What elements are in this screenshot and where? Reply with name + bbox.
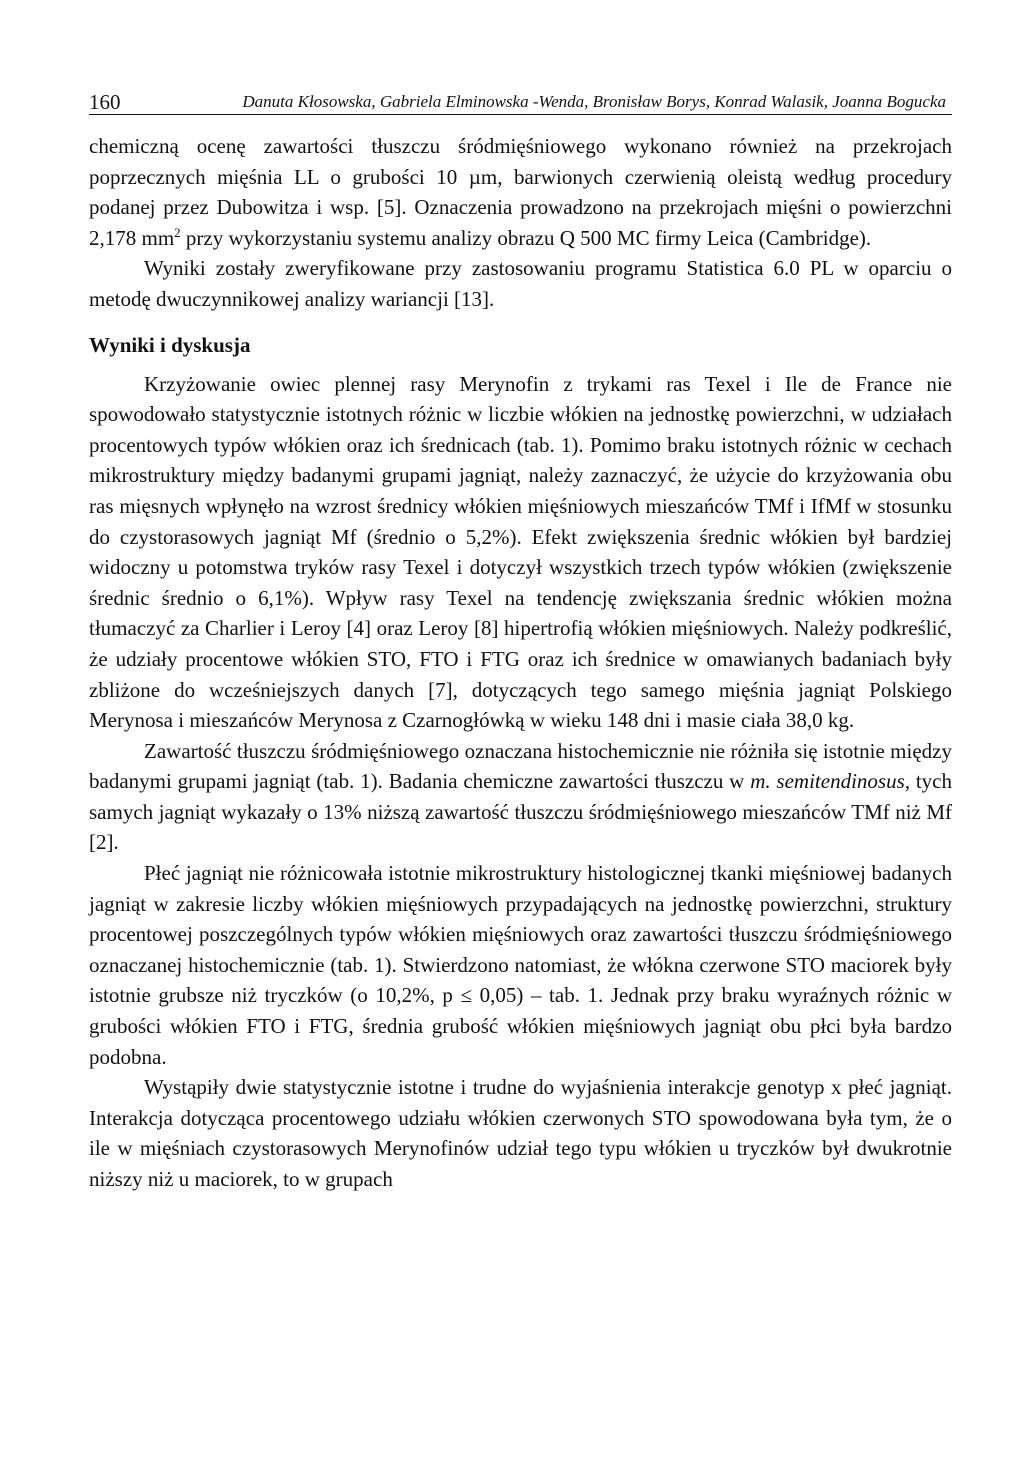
running-head-authors: Danuta Kłosowska, Gabriela Elminowska -Wenda, Bronisław Borys, Konrad Walasik, Joanna Bogucka [242, 92, 946, 111]
italic-term: m. semitendinosus, [750, 769, 911, 794]
paragraph-crossbreeding: Krzyżowanie owiec plennej rasy Merynofin z trykami ras Texel i Ile de France nie spowodowało statystycznie istotnych różnic w liczbie włókien na jednostkę powierzchni, w udziałach procentowych typów włókien oraz ich średnicach (tab. 1). Pomimo braku istotnych różnic w cechach mikrostruktury między badanymi grupami jagniąt, należy zaznaczyć, że użycie do krzyżowania obu ras mięsnych wpłynęło na wzrost średnicy włókien mięśniowych mieszańców TMf i IfMf w stosunku do czystorasowych jagniąt Mf (średnio o 5,2%). Efekt zwiększenia średnic włókien był bardziej widoczny u potomstwa tryków rasy Texel i dotyczył wszystkich trzech typów włókien (zwiększenie średnic średnio o 6,1%). Wpływ rasy Texel na tendencję zwiększania średnic włókien można tłumaczyć za Charlier i Leroy [4] oraz Leroy [8] hipertrofią włókien mięśniowych. Należy podkreślić, że udziały procentowe włókien STO, FTO i FTG oraz ich średnice w omawianych badaniach były zbliżone do wcześniejszych danych [7], dotyczących tego samego mięśnia jagniąt Polskiego Merynosa i mieszańców Merynosa z Czarnogłówką w wieku 148 dni i masie ciała 38,0 kg. [89, 371, 952, 733]
paragraph-text: Zawartość tłuszczu śródmięśniowego oznaczana histochemicznie nie różniła się istotnie między badanymi grupami jagniąt (tab. 1). Badania chemiczne zawartości tłuszczu w [89, 738, 952, 794]
paragraph-statistics: Wyniki zostały zweryfikowane przy zastosowaniu programu Statistica 6.0 PL w oparciu o metodę dwuczynnikowej analizy wariancji [13]. [89, 256, 952, 311]
paragraph-intramuscular-fat [89, 736, 952, 858]
paragraph-methods-continued [89, 131, 952, 253]
paragraph-sex-effect: Płeć jagniąt nie różnicowała istotnie mikrostruktury histologicznej tkanki mięśniowej badanych jagniąt w zakresie liczby włókien mięśniowych przypadających na jednostkę powierzchni, struktury procentowej poszczególnych typów włókien mięśniowych oraz zawartości tłuszczu śródmięśniowego oznaczanej histochemicznie (tab. 1). Stwierdzono natomiast, że włókna czerwone STO maciorek były istotnie grubsze niż tryczków (o 10,2%, p ≤ 0,05) – tab. 1. Jednak przy braku wyraźnych różnic w grubości włókien FTO i FTG, średnia grubość włókien mięśniowych jagniąt obu płci była bardzo podobna. [89, 861, 952, 1069]
section-title-results: Wyniki i dyskusja [89, 332, 251, 357]
paragraph-interactions: Wystąpiły dwie statystycznie istotne i trudne do wyjaśnienia interakcje genotyp x płeć jagniąt. Interakcja dotycząca procentowego udziału włókien czerwonych STO spowodowana była tym, że o ile w mięśniach czystorasowych Merynofinów udział tego typu włókien u tryczków był dwukrotnie niższy niż u maciorek, to w grupach [89, 1075, 952, 1191]
body-text [89, 131, 952, 1195]
superscript: 2 [174, 224, 181, 240]
paragraph-text: przy wykorzystaniu systemu analizy obrazu Q 500 MC firmy Leica (Cambridge). [180, 225, 872, 250]
paragraph-text: tych samych jagniąt wykazały o 13% niższą zawartość tłuszczu śródmięśniowego mieszańców TMf niż Mf [2]. [89, 769, 952, 855]
page-number: 160 [89, 90, 121, 114]
running-header [89, 90, 952, 115]
paragraph-text: chemiczną ocenę zawartości tłuszczu śródmięśniowego wykonano również na przekrojach poprzecznych mięśnia LL o grubości 10 µm, barwionych czerwienią oleistą według procedury podanej przez Dubowitza i wsp. [5]. Oznaczenia prowadzono na przekrojach mięśni o powierzchni 2,178 mm [89, 134, 952, 250]
